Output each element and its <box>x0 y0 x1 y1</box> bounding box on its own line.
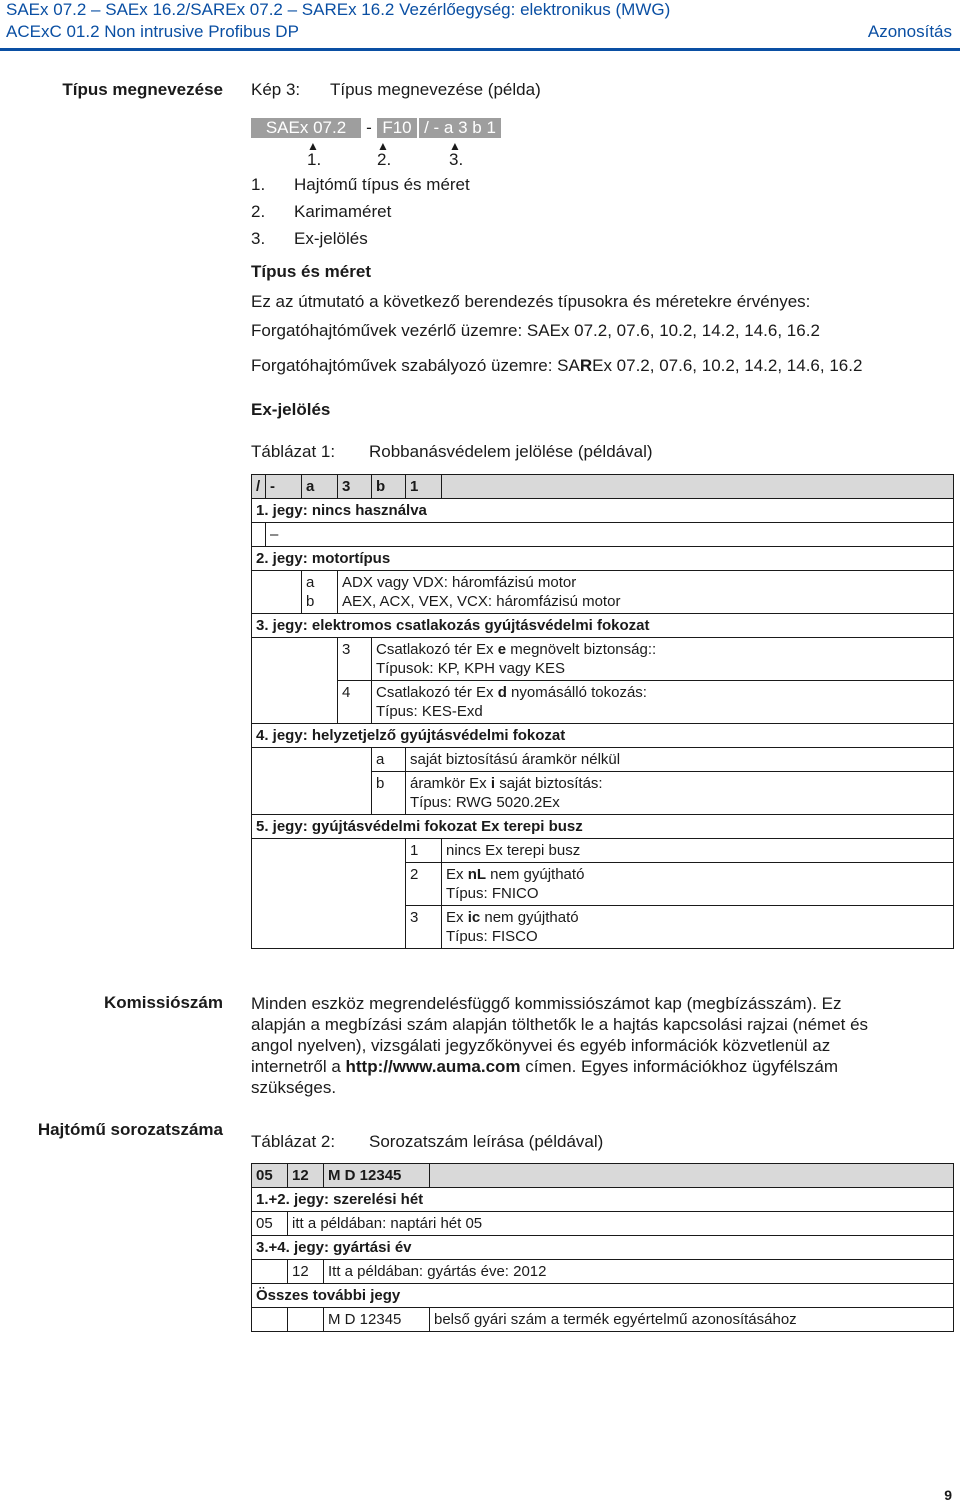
table-row: 2 Ex nL nem gyújtható Típus: FNICO <box>252 863 954 906</box>
table-row: M D 12345 belső gyári szám a termék egyértelmű azonosításához <box>252 1308 954 1332</box>
paragraph-komisszio: Minden eszköz megrendelésfüggő kommissiószámot kap (megbízásszám). Ez alapján a megbízási szám alapján tölthetők le a hajtás kapcsolási rajzai (német és angol nyelven), vizsgálati jegyzőkönyvei és egyéb információk közvetlenül az internetről a http://www.auma.com címen. Egyes információkhoz ügyfélszám szükséges. <box>251 994 869 1097</box>
table-row: 1.+2. jegy: szerelési hét <box>252 1188 954 1212</box>
header-section-name: Azonosítás <box>867 22 952 41</box>
table-row: – <box>252 523 954 547</box>
table-row: 4 Csatlakozó tér Ex d nyomásálló tokozás: Típus: KES-Exd <box>252 681 954 724</box>
table-row: 3. jegy: elektromos csatlakozás gyújtásvédelmi fokozat <box>252 614 954 638</box>
page-number: 9 <box>944 1487 952 1503</box>
table-row: 5. jegy: gyújtásvédelmi fokozat Ex terepi busz <box>252 815 954 839</box>
header-title-line2: ACExC 01.2 Non intrusive Profibus DP <box>6 22 299 41</box>
paragraph-intro: Ez az útmutató a következő berendezés típusokra és méretekre érvényes: <box>251 292 811 311</box>
table-row: 1. jegy: nincs használva <box>252 499 954 523</box>
table-row: Összes további jegy <box>252 1284 954 1308</box>
paragraph-vezerlo: Forgatóhajtóművek vezérlő üzemre: SAEx 07.2, 07.6, 10.2, 14.2, 14.6, 16.2 <box>251 321 820 340</box>
sidebar-heading-tipus: Típus megnevezése <box>62 80 223 99</box>
ex-marking-table <box>251 474 954 949</box>
table-row: 2. jegy: motortípus <box>252 547 954 571</box>
serial-number-table <box>251 1163 954 1332</box>
legend-num: 1. <box>251 175 266 194</box>
arrow-label-2: 2. <box>377 150 392 169</box>
table1-caption: Robbanásvédelem jelölése (példával) <box>369 442 653 461</box>
table-row: 4. jegy: helyzetjelző gyújtásvédelmi fokozat <box>252 724 954 748</box>
arrow-up-icon: ▲ <box>377 139 389 153</box>
table-row: 12 Itt a példában: gyártás éve: 2012 <box>252 1260 954 1284</box>
table-row: 3 Ex ic nem gyújtható Típus: FISCO <box>252 906 954 949</box>
legend-text: Karimaméret <box>294 202 392 221</box>
table-header-row: / - a 3 b 1 <box>252 475 954 499</box>
sidebar-heading-komisszio: Komissiószám <box>103 993 223 1012</box>
table-row: 3 Csatlakozó tér Ex e megnövelt biztonság:: Típusok: KP, KPH vagy KES <box>252 638 954 681</box>
arrow-up-icon: ▲ <box>307 139 319 153</box>
legend-text: Ex-jelölés <box>294 229 368 248</box>
arrow-label-1: 1. <box>307 150 322 169</box>
paragraph-szabalyozo: Forgatóhajtóművek szabályozó üzemre: SAREx 07.2, 07.6, 10.2, 14.2, 14.6, 16.2 <box>251 356 863 375</box>
type-part-ex: / - a 3 b 1 <box>419 118 501 138</box>
table-row: b áramkör Ex i saját biztosítás: Típus: RWG 5020.2Ex <box>252 772 954 815</box>
table1-label: Táblázat 1: <box>251 442 336 461</box>
type-part-separator: - <box>362 118 376 138</box>
legend-text: Hajtómű típus és méret <box>294 175 470 194</box>
table2-label: Táblázat 2: <box>251 1132 336 1151</box>
page-header <box>0 0 960 52</box>
section-heading-tipus-meret: Típus és méret <box>251 262 371 281</box>
type-designation-bar <box>251 118 501 138</box>
arrow-up-icon: ▲ <box>449 139 461 153</box>
table-row: 05 itt a példában: naptári hét 05 <box>252 1212 954 1236</box>
table-row: 1 nincs Ex terepi busz <box>252 839 954 863</box>
table-row: 3.+4. jegy: gyártási év <box>252 1236 954 1260</box>
table-row: a saját biztosítású áramkör nélkül <box>252 748 954 772</box>
type-part-model: SAEx 07.2 <box>251 118 361 138</box>
legend-num: 2. <box>251 202 266 221</box>
table-header-row: 05 12 M D 12345 <box>252 1164 954 1188</box>
auma-link[interactable]: http://www.auma.com <box>345 1057 521 1076</box>
table-row: a b ADX vagy VDX: háromfázisú motor AEX, ACX, VEX, VCX: háromfázisú motor <box>252 571 954 614</box>
header-rule <box>0 48 960 51</box>
table2-caption: Sorozatszám leírása (példával) <box>369 1132 604 1151</box>
legend-num: 3. <box>251 229 266 248</box>
section-heading-exjeloles: Ex-jelölés <box>251 400 331 419</box>
type-part-flange: F10 <box>377 118 417 138</box>
header-title-line1: SAEx 07.2 – SAEx 16.2/SAREx 07.2 – SAREx 16.2 Vezérlőegység: elektronikus (MWG) <box>6 0 671 19</box>
figure-label: Kép 3: <box>251 80 301 99</box>
arrow-label-3: 3. <box>449 150 464 169</box>
figure-caption: Típus megnevezése (példa) <box>330 80 541 99</box>
sidebar-heading-sorozat: Hajtómű sorozatszáma <box>37 1120 223 1139</box>
